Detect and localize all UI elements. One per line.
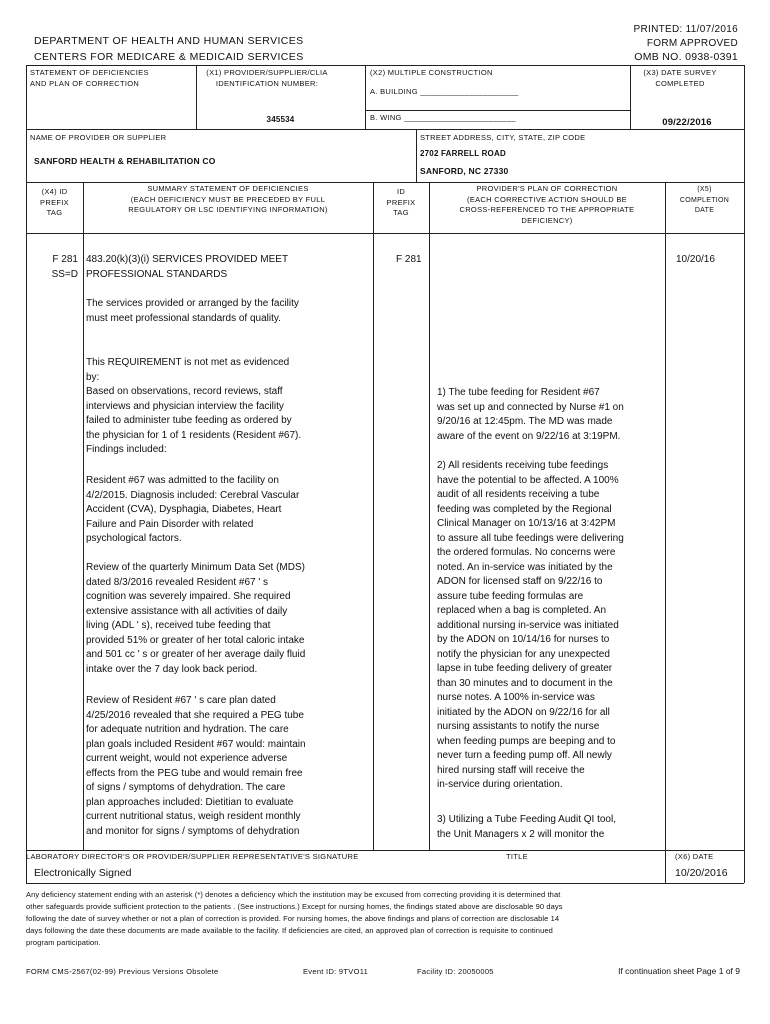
deficiency-paragraph-mds: Review of the quarterly Minimum Data Set (MDS) dated 8/3/2016 revealed Resident #67 ' s cognition was severely impaired. She required extensive assistance with all activities of daily living (ADL ' s), received tube feeding that provided 51% or greater of her total caloric intake and 501 cc ' s or greater of her average daily fluid intake over the 7 day look back period. (86, 562, 306, 675)
scope-severity: SS=D (51, 269, 78, 280)
event-id: Event ID: 9TVO11 (303, 967, 369, 976)
signature-label: LABORATORY DIRECTOR'S OR PROVIDER/SUPPLIER REPRESENTATIVE'S SIGNATURE (26, 852, 359, 861)
provider-name-label: NAME OF PROVIDER OR SUPPLIER (30, 133, 167, 142)
city-state-zip: SANFORD, NC 27330 (420, 166, 509, 176)
summary-header: SUMMARY STATEMENT OF DEFICIENCIES (EACH DEFICIENCY MUST BE PRECEDED BY FULL REGULATORY OR LSC IDENTIFYING INFORMATION) (128, 184, 328, 214)
wing-field: B. WING _________________________ (370, 113, 516, 122)
omb-number: OMB NO. 0938-0391 (634, 51, 738, 63)
form-number: FORM CMS-2567(02-99) Previous Versions Obsolete (26, 967, 219, 976)
completion-date: 10/20/16 (676, 254, 715, 265)
page-number: If continuation sheet Page 1 of 9 (618, 966, 740, 976)
agency-name: CENTERS FOR MEDICARE & MEDICAID SERVICES (34, 51, 304, 63)
divider-col1 (83, 182, 84, 850)
building-field: A. BUILDING ______________________ (370, 87, 519, 96)
plan-item-3: 3) Utilizing a Tube Feeding Audit QI tool, the Unit Managers x 2 will monitor the (437, 814, 616, 840)
divider-col3 (429, 182, 430, 850)
signature-date: 10/20/2016 (675, 867, 728, 879)
title-label: TITLE (506, 852, 528, 861)
rule-provider (26, 129, 744, 130)
id-prefix-header: ID PREFIX TAG (386, 187, 416, 217)
plan-item-1: 1) The tube feeding for Resident #67 was set up and connected by Nurse #1 on 9/20/16 at 12:45pm. The MD was made aware of the event on 9/22/16 at 3:19PM. (437, 387, 624, 442)
rule-columns-top (26, 182, 744, 183)
provider-name: SANFORD HEALTH & REHABILITATION CO (34, 156, 216, 166)
divider-address (416, 129, 417, 182)
divider-col2 (373, 182, 374, 850)
deficiency-paragraph-evidence: This REQUIREMENT is not met as evidenced by: Based on observations, record reviews, staff interviews and physician interview the facility failed to administer tube feeding as ordered by the physician for 1 of 1 residents (Resident #67). Findings included: (86, 357, 302, 455)
rule-wing (365, 110, 630, 111)
plan-item-2: 2) All residents receiving tube feedings have the potential to be affected. A 100% audit of all residents receiving a tube feeding was completed by the Regional Clinical Manager on 10/13/16 at 3:42PM to assure all tube feedings were delivering the ordered formulas. No concerns were noted. An in-service was initiated by the ADON for licensed staff on 9/22/16 to assure tube feeding formulas are replaced when a bag is completed. An additional nursing in-service was initiated by the ADON on 10/14/16 for nurses to notify the physician for any unexpected lapse in tube feeding delivery of greater than 30 minutes and to document in the nurse notes. A 100% in-service was initiated by the ADON on 9/22/16 for all nursing assistants to notify the nurse when feeding pumps are beeping and to never turn a feeding pump off. All newly hired nursing staff will receive the in-service during orientation. (437, 460, 624, 790)
form-approved: FORM APPROVED (646, 38, 738, 49)
plan-f-tag: F 281 (396, 254, 422, 265)
address-label: STREET ADDRESS, CITY, STATE, ZIP CODE (420, 133, 586, 142)
rule-body-bottom (26, 850, 744, 851)
provider-id-number: 345534 (266, 115, 295, 124)
survey-date-value: 09/22/2016 (662, 117, 712, 128)
divider-x2 (365, 65, 366, 129)
department-name: DEPARTMENT OF HEALTH AND HUMAN SERVICES (34, 35, 304, 47)
survey-date-label: (X3) DATE SURVEY COMPLETED (643, 68, 717, 88)
signature-date-label: (X6) DATE (675, 852, 714, 861)
provider-id-label: (X1) PROVIDER/SUPPLIER/CLIA IDENTIFICATION NUMBER: (206, 68, 328, 88)
street-address: 2702 FARRELL ROAD (420, 149, 506, 158)
deficiency-title: 483.20(k)(3)(i) SERVICES PROVIDED MEET PROFESSIONAL STANDARDS (86, 254, 289, 280)
border-right (744, 65, 745, 883)
deficiency-paragraph-care-plan: Review of Resident #67 ' s care plan dated 4/25/2016 revealed that she required a PEG tube for adequate nutrition and hydration. The care plan goals included Resident #67 would: maintain current weight, would not experience adverse effects from the PEG tube and would remain free of signs / symptoms of dehydration. The care plan approaches included: Dietitian to evaluate current nutritional status, weigh resident monthly and monitor for signs / symptoms of dehydration (86, 695, 306, 837)
rule-columns-bottom (26, 233, 744, 234)
signature-value: Electronically Signed (34, 867, 132, 879)
divider-col4 (665, 182, 666, 850)
rule-signature-bottom (26, 883, 744, 884)
plan-header: PROVIDER'S PLAN OF CORRECTION (EACH CORRECTIVE ACTION SHOULD BE CROSS-REFERENCED TO THE APPROPRIATE DEFICIENCY) (459, 184, 635, 225)
multiple-construction-label: (X2) MULTIPLE CONSTRUCTION (370, 68, 493, 77)
statement-label: STATEMENT OF DEFICIENCIES AND PLAN OF CORRECTION (30, 68, 149, 88)
printed-date: PRINTED: 11/07/2016 (633, 24, 738, 35)
deficiency-paragraph-admission: Resident #67 was admitted to the facility on 4/2/2015. Diagnosis included: Cerebral Vascular Accident (CVA), Dysphagia, Diabetes, Heart Failure and Pain Disorder with related psychological factors. (86, 475, 300, 544)
divider-signature-date (665, 850, 666, 883)
completion-header: (X5) COMPLETION DATE (679, 186, 730, 214)
rule-top (26, 65, 744, 66)
facility-id: Facility ID: 20050005 (417, 967, 494, 976)
f-tag: F 281 (52, 254, 78, 265)
deficiency-paragraph-standard: The services provided or arranged by the facility must meet professional standards of quality. (86, 298, 299, 324)
x4-prefix-header: (X4) ID PREFIX TAG (40, 187, 69, 217)
disclosure-footnote: Any deficiency statement ending with an asterisk (*) denotes a deficiency which the institution may be excused from correcting providing it is determined that other safeguards provide sufficient protection to the patients . (See instructions.) Except for nursing homes, the findings stated above are disclosable 90 days following the date of survey whether or not a plan of correction is provided. For nursing homes, the above findings and plans of correction are disclosable 14 days following the date these documents are made available to the facility. If deficiencies are cited, an approved plan of correction is requisite to continued program participation. (26, 890, 563, 947)
